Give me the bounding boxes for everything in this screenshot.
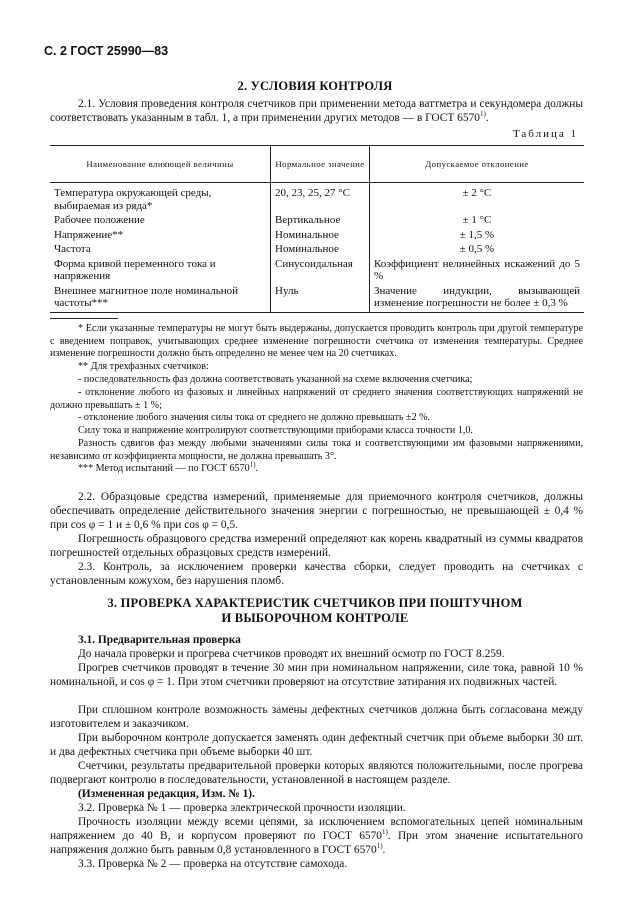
table-cell: Вертикальное <box>271 213 370 228</box>
paragraph-3-3: 3.3. Проверка № 2 — проверка на отсутствие самохода. <box>78 858 348 870</box>
table-caption: Таблица 1 <box>512 128 578 140</box>
table-cell: Номинальное <box>271 228 370 243</box>
table-cell: Значение индукции, вызывающей изменение погрешности не более ± 0,3 % <box>370 284 585 313</box>
table-cell: ± 1 °С <box>370 213 585 228</box>
paragraph-2-1-text: 2.1. Условия проведения контроля счетчиков при применении метода ваттметра и секундомера должны соответствовать указанным в табл. 1, а при применении других методов — в ГОСТ 6570 <box>50 98 583 125</box>
paragraph-3-1-b: Прогрев счетчиков проводят в течение 30 мин при номинальном напряжении, силе тока, равной 10 % номинальной, и cos φ = 1. При этом счетчики проверяют на отсутствие затирания их подвижных частей. <box>50 662 583 689</box>
footnote-3 <box>50 460 583 476</box>
section-3-title-line-2: И ВЫБОРОЧНОМ КОНТРОЛЕ <box>221 611 409 625</box>
table-cell: Коэффициент нелинейных искажений до 5 % <box>370 257 585 284</box>
table-cell: Рабочее положение <box>54 214 145 226</box>
table-row <box>50 242 584 257</box>
table-cell: Частота <box>54 243 91 255</box>
table-header-cell: Наименование влияющей величины <box>50 146 271 183</box>
conditions-table <box>50 145 584 313</box>
footnote-ref: 1) <box>479 110 486 119</box>
table-row <box>50 257 584 284</box>
footnote-2: ** Для трехфазных счетчиков: <box>78 361 209 372</box>
footnote-2c: - отклонение любого значения силы тока от среднего не должно превышать ±2 %. <box>78 412 431 423</box>
footnote-2d: Силу тока и напряжение контролируют соответствующими приборами класса точности 1,0. <box>78 425 473 436</box>
footnote-1: * Если указанные температуры не могут быть выдержаны, допускается проводить контроль при другой температуре с введением поправок, учитывающих среднее изменение погрешности счетчика от изменения температуры. Среднее изменение погрешности должно быть определено не менее чем на 20 счетчиках. <box>50 323 583 360</box>
paragraph-3-2-b-text: Прочность изоляции между всеми цепями, за исключением вспомогательных цепей номинальным напряжением до 40 В, и корпусом проверяют по ГОСТ 6570 <box>50 816 583 843</box>
paragraph-2-2-b: Погрешность образцового средства измерений определяют как корень квадратный из суммы квадратов погрешностей отдельных образцовых средств измерений. <box>50 533 583 560</box>
table-row <box>50 183 584 214</box>
footnote-ref: 1) <box>376 842 383 851</box>
table-header-row <box>50 146 584 183</box>
table-cell: Температура окружающей среды, выбираемая из ряда* <box>54 187 212 212</box>
table-cell: Внешнее магнитное поле номинальной частоты*** <box>50 284 271 313</box>
table-cell: Синусоидальная <box>271 257 370 284</box>
footnote-divider <box>50 318 118 319</box>
footnote-ref: 1) <box>381 828 388 837</box>
paragraph-2-1 <box>50 97 583 125</box>
footnote-ref: 1) <box>249 460 256 469</box>
table-cell: ± 0,5 % <box>370 242 585 257</box>
paragraph-3-1-heading <box>50 633 583 647</box>
paragraph-3-1-c: При сплошном контроле возможность замены дефектных счетчиков должна быть согласована между изготовителем и заказчиком. <box>50 704 583 731</box>
section-2-title: 2. УСЛОВИЯ КОНТРОЛЯ <box>237 79 393 93</box>
footnote-3-text: *** Метод испытаний — по ГОСТ 6570 <box>78 463 250 474</box>
subsection-heading: 3.1. Предварительная проверка <box>78 634 241 646</box>
page-header: С. 2 ГОСТ 25990—83 <box>44 44 169 58</box>
paragraph-3-2-b <box>50 815 583 858</box>
amendment-note <box>50 787 583 801</box>
paragraph-3-2: 3.2. Проверка № 1 — проверка электрической прочности изоляции. <box>78 802 406 814</box>
paragraph-2-2: 2.2. Образцовые средства измерений, применяемые для приемочного контроля счетчиков, должны обеспечивать определение действительного значения энергии с погрешностью, не превышающей ± 0,4 % при cos φ = 1 и ± 0,6 % при cos φ = 0,5. <box>50 491 583 532</box>
table-cell: ± 2 °С <box>370 183 585 214</box>
paragraph-3-1-e: Счетчики, результаты предварительной проверки которых являются положительными, после прогрева подвергают контролю в последовательности, установленной в настоящем разделе. <box>50 760 583 787</box>
footnote-2b: - отклонение любого из фазовых и линейных напряжений от среднего значения соответствующих напряжений не должно превышать ± 1 %; <box>50 387 583 411</box>
table-cell: ± 1,5 % <box>370 228 585 243</box>
amendment-note-text: (Измененная редакция, Изм. № 1). <box>78 788 255 800</box>
paragraph-2-3: 2.3. Контроль, за исключением проверки качества сборки, следует проводить на счетчиках с установленным кожухом, без нарушения пломб. <box>50 561 583 588</box>
footnote-2a: - последовательность фаз должна соответствовать указанной на схеме включения счетчика; <box>78 374 473 385</box>
table-header-cell: Нормальное значение <box>271 146 370 183</box>
table-header-cell: Допускаемое отклонение <box>370 146 585 183</box>
section-3-title-line-1: 3. ПРОВЕРКА ХАРАКТЕРИСТИК СЧЕТЧИКОВ ПРИ ПОШТУЧНОМ <box>107 596 523 610</box>
table-cell: Напряжение** <box>54 228 124 241</box>
table-cell: Номинальное <box>271 242 370 257</box>
table-cell: Нуль <box>271 284 370 313</box>
paragraph-3-1-d: При выборочном контроле допускается заменять один дефектный счетчик при объеме выборки 30 шт. и два дефектных счетчика при объеме выборки 40 шт. <box>50 732 583 759</box>
table-row <box>50 284 584 313</box>
period: . <box>255 463 259 474</box>
table-row <box>50 228 584 243</box>
paragraph-3-2-b-mid: . При этом значение испытательного напряжения должно быть равным 0,8 установленного в ГОСТ 6570 <box>50 830 583 857</box>
table-cell: Форма кривой переменного тока и напряжения <box>54 257 216 282</box>
footnote-2e: Разность сдвигов фаз между любыми значениями силы тока и соответствующими им фазовыми напряжениями, независимо от коэффициента мощности, не должна превышать 3°. <box>50 438 583 462</box>
period: . <box>485 112 489 125</box>
table-cell: 20, 23, 25, 27 °С <box>271 183 370 214</box>
paragraph-3-1-a: До начала проверки и прогрева счетчиков проводят их внешний осмотр по ГОСТ 8.259. <box>78 648 505 660</box>
period: . <box>382 844 386 857</box>
table-row <box>50 213 584 228</box>
